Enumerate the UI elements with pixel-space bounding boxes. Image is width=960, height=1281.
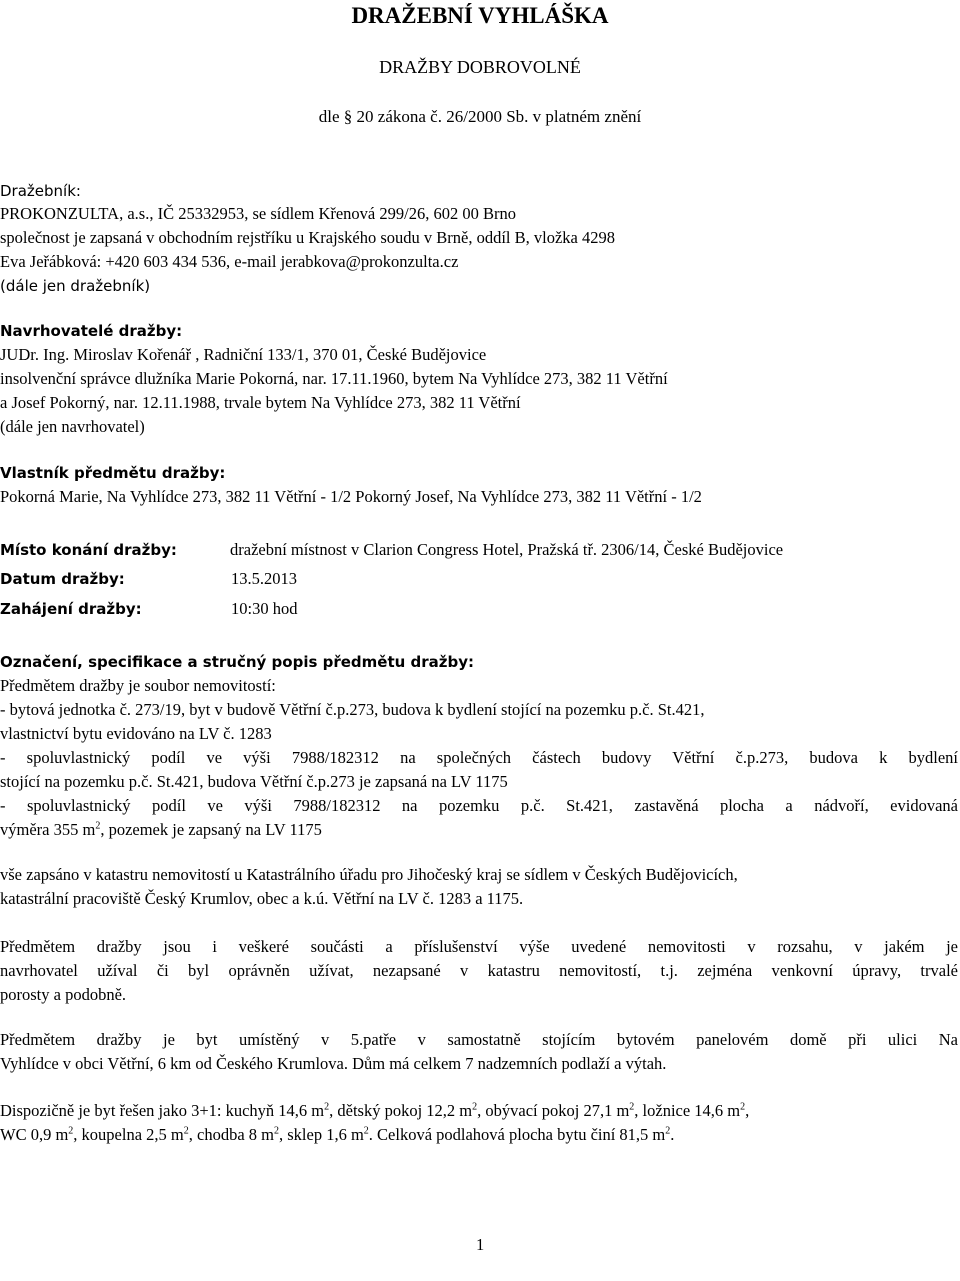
layout-text: , koupelna 2,5 m	[73, 1125, 184, 1144]
subject-item: stojící na pozemku p.č. St.421, budova Větřní č.p.273 je zapsaná na LV 1175	[0, 772, 508, 791]
superscript: 2	[95, 820, 101, 832]
superscript: 2	[68, 1125, 74, 1137]
auctioneer-line: (dále jen dražebník)	[0, 277, 151, 295]
superscript: 2	[324, 1101, 330, 1113]
auctioneer-heading: Dražebník:	[0, 182, 81, 200]
cadastre-paragraph-line: katastrální pracoviště Český Krumlov, obec a k.ú. Větřní na LV č. 1283 a 1175.	[0, 889, 524, 908]
page-number: 1	[476, 1235, 485, 1254]
subject-item	[0, 819, 322, 841]
layout-text: , chodba 8 m	[188, 1125, 274, 1144]
superscript: 2	[665, 1125, 671, 1137]
subject-item: - spoluvlastnický podíl ve výši 7988/182312 na společných částech budovy Větřní č.p.273, budova k bydlení	[0, 748, 958, 767]
subject-item: - spoluvlastnický podíl ve výši 7988/182312 na pozemku p.č. St.421, zastavěná plocha a nádvoří, evidovaná	[0, 796, 958, 815]
layout-text: , dětský pokoj 12,2 m	[329, 1101, 473, 1120]
layout-text: . Celková podlahová plocha bytu činí 81,5 m	[368, 1125, 666, 1144]
subject-area-rest: , pozemek je zapsaný na LV 1175	[100, 820, 322, 839]
layout-text: .	[670, 1125, 675, 1144]
layout-text: , sklep 1,6 m	[278, 1125, 364, 1144]
subject-heading: Označení, specifikace a stručný popis předmětu dražby:	[0, 653, 475, 671]
proposer-line: (dále jen navrhovatel)	[0, 417, 145, 436]
auctioneer-line: Eva Jeřábková: +420 603 434 536, e-mail jerabkova@prokonzulta.cz	[0, 252, 459, 271]
auctioneer-line: PROKONZULTA, a.s., IČ 25332953, se sídlem Křenová 299/26, 602 00 Brno	[0, 204, 516, 223]
layout-paragraph-line	[0, 1100, 749, 1122]
proposer-line: insolvenční správce dlužníka Marie Pokorná, nar. 17.11.1960, bytem Na Vyhlídce 273, 382 11 Větřní	[0, 369, 668, 388]
location-paragraph-line: Předmětem dražby je byt umístěný v 5.patře v samostatně stojícím bytovém panelovém domě při ulici Na	[0, 1030, 958, 1049]
location-paragraph-line: Vyhlídce v obci Větřní, 6 km od Českého Krumlova. Dům má celkem 7 nadzemních podlaží a výtah.	[0, 1054, 667, 1073]
proposers-heading: Navrhovatelé dražby:	[0, 322, 183, 340]
layout-text: ,	[745, 1101, 750, 1120]
superscript: 2	[273, 1125, 279, 1137]
auction-date-label: Datum dražby:	[0, 570, 125, 588]
proposer-line: JUDr. Ing. Miroslav Kořenář , Radniční 133/1, 370 01, České Budějovice	[0, 345, 487, 364]
subject-intro: Předmětem dražby je soubor nemovitostí:	[0, 676, 276, 695]
cadastre-paragraph-line: vše zapsáno v katastru nemovitostí u Katastrálního úřadu pro Jihočeský kraj se sídlem v Českých Budějovicích,	[0, 865, 738, 884]
proposer-line: a Josef Pokorný, nar. 12.11.1988, trvale bytem Na Vyhlídce 273, 382 11 Větřní	[0, 393, 521, 412]
auction-start-label: Zahájení dražby:	[0, 600, 142, 618]
auction-place-value: dražební místnost v Clarion Congress Hotel, Pražská tř. 2306/14, České Budějovice	[230, 540, 784, 559]
superscript: 2	[363, 1125, 369, 1137]
law-reference: dle § 20 zákona č. 26/2000 Sb. v platném znění	[318, 107, 642, 126]
owner-heading: Vlastník předmětu dražby:	[0, 464, 226, 482]
accessories-paragraph-line: navrhovatel užíval či byl oprávněn užívat, nezapsané v katastru nemovitostí, t.j. zejména venkovní úpravy, trvalé	[0, 961, 958, 980]
owner-text: Pokorná Marie, Na Vyhlídce 273, 382 11 Větřní - 1/2 Pokorný Josef, Na Vyhlídce 273, 382 11 Větřní - 1/2	[0, 487, 702, 506]
auctioneer-line: společnost je zapsaná v obchodním rejstříku u Krajského soudu v Brně, oddíl B, vložka 4298	[0, 228, 615, 247]
superscript: 2	[183, 1125, 189, 1137]
auction-place-label: Místo konání dražby:	[0, 541, 177, 559]
accessories-paragraph-line: Předmětem dražby jsou i veškeré součásti a příslušenství výše uvedené nemovitosti v rozsahu, v jakém je	[0, 937, 958, 956]
subject-item: - bytová jednotka č. 273/19, byt v budově Větřní č.p.273, budova k bydlení stojící na pozemku p.č. St.421,	[0, 700, 705, 719]
superscript: 2	[740, 1101, 746, 1113]
accessories-paragraph-line: porosty a podobně.	[0, 985, 127, 1004]
subject-area-text: výměra 355 m	[0, 820, 96, 839]
document-title: DRAŽEBNÍ VYHLÁŠKA	[351, 3, 609, 28]
superscript: 2	[472, 1101, 478, 1113]
auction-date-value: 13.5.2013	[231, 569, 297, 588]
layout-text: Dispozičně je byt řešen jako 3+1: kuchyň 14,6 m	[0, 1101, 325, 1120]
layout-text: , obývací pokoj 27,1 m	[477, 1101, 630, 1120]
document-subtitle: DRAŽBY DOBROVOLNÉ	[379, 57, 581, 77]
layout-text: WC 0,9 m	[0, 1125, 69, 1144]
subject-item: vlastnictví bytu evidováno na LV č. 1283	[0, 724, 272, 743]
layout-text: , ložnice 14,6 m	[634, 1101, 741, 1120]
auction-start-value: 10:30 hod	[231, 599, 298, 618]
layout-paragraph-line	[0, 1124, 674, 1146]
superscript: 2	[629, 1101, 635, 1113]
